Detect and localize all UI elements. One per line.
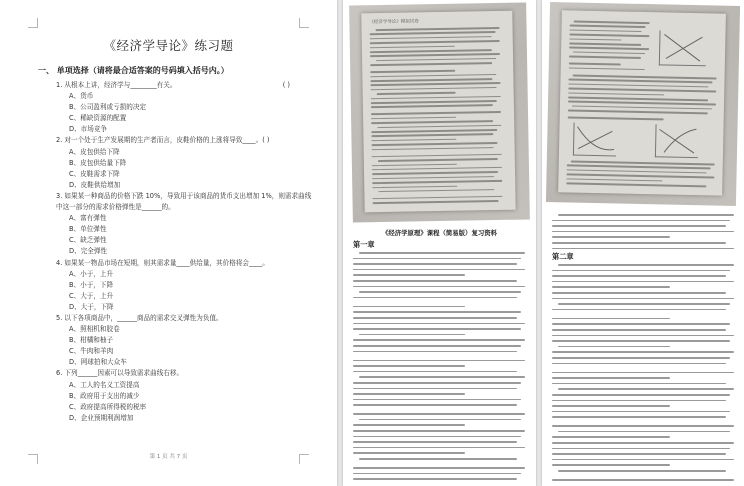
text-line xyxy=(569,63,621,66)
page-footer: 第 1 页 共 7 页 xyxy=(149,454,188,460)
text-line xyxy=(371,129,497,133)
exam-photo xyxy=(546,2,740,206)
text-line xyxy=(552,286,670,288)
text-line xyxy=(558,388,734,390)
text-line xyxy=(370,49,492,53)
answer-option: C、牛肉和羊肉 xyxy=(69,347,114,356)
text-line xyxy=(353,311,521,313)
text-line xyxy=(372,167,502,171)
text-line xyxy=(371,120,493,124)
text-line xyxy=(359,252,525,254)
text-line xyxy=(353,286,525,288)
text-line xyxy=(353,297,517,299)
answer-option: C、政府提高所得税的税率 xyxy=(69,402,147,411)
question-stem: 3. 如果某一种商品的价格下跌 10%，导致用于该商品的货币支出增加 1%，则需求曲线 中这一部分的需求价格弹性是______的。 xyxy=(56,191,312,212)
text-line xyxy=(371,111,501,115)
answer-option: A、富有弹性 xyxy=(69,214,107,223)
text-line xyxy=(353,404,517,406)
document-page-3 xyxy=(542,0,744,486)
text-line xyxy=(552,281,734,283)
text-line xyxy=(567,169,707,173)
text-line xyxy=(572,105,712,109)
text-line xyxy=(552,357,730,359)
text-line xyxy=(370,62,492,66)
text-line xyxy=(353,328,521,330)
text-line xyxy=(353,274,465,276)
text-line xyxy=(370,45,455,48)
text-line xyxy=(353,424,465,426)
text-line xyxy=(568,92,664,96)
text-line xyxy=(370,74,496,78)
text-line xyxy=(552,292,726,294)
question-text xyxy=(56,191,316,213)
text-line xyxy=(359,334,465,336)
text-line xyxy=(353,399,521,401)
text-line xyxy=(353,413,525,415)
text-line xyxy=(552,236,670,238)
text-line xyxy=(573,51,645,54)
answer-option: C、皮鞋需求下降 xyxy=(69,169,120,178)
text-line xyxy=(569,56,641,59)
text-line xyxy=(568,88,716,93)
text-line xyxy=(568,96,708,100)
answer-option: D、完全弹性 xyxy=(69,247,108,256)
section-heading: 一、 单项选择（请将最合适答案的号码填入括号内。） xyxy=(38,66,229,75)
graph-sketch xyxy=(659,30,707,66)
answer-option: B、政府用于支出的减少 xyxy=(69,391,140,400)
text-line xyxy=(570,25,646,28)
page-title: 《经济学导论》练习题 xyxy=(103,38,234,53)
text-line xyxy=(373,200,499,204)
text-line xyxy=(568,79,712,84)
text-line xyxy=(570,29,642,32)
answer-bracket: ( ) xyxy=(282,81,290,89)
answer-option: A、小于，上升 xyxy=(69,269,114,278)
text-line xyxy=(552,383,726,385)
text-line xyxy=(353,371,517,373)
text-line xyxy=(574,21,650,24)
question-text xyxy=(56,135,316,146)
text-line xyxy=(552,248,734,250)
question-stem: 5. 以下各项商品中，______商品的需求交叉弹性为负值。 xyxy=(56,313,223,322)
question-stem: 6. 下列______因素可以导致需求曲线右移。 xyxy=(56,369,184,378)
review-title: 《经济学原理》课程（简易版）复习资料 xyxy=(381,229,498,237)
document-page-1 xyxy=(0,0,337,486)
text-line xyxy=(372,171,498,175)
text-line xyxy=(376,27,500,31)
text-line xyxy=(353,339,525,341)
text-line xyxy=(552,220,730,222)
text-line xyxy=(552,464,670,466)
text-line xyxy=(566,174,714,179)
question-list xyxy=(56,80,316,424)
text-line xyxy=(353,441,517,443)
text-line xyxy=(552,411,730,413)
text-line xyxy=(359,291,521,293)
text-line xyxy=(552,231,734,233)
text-line xyxy=(372,163,457,166)
text-line xyxy=(377,125,501,129)
text-line xyxy=(558,346,670,348)
graph-sketch xyxy=(573,123,617,157)
chapter-heading: 第二章 xyxy=(552,252,574,261)
text-line xyxy=(552,416,726,418)
text-line xyxy=(359,458,517,460)
answer-option: D、皮鞋供给增加 xyxy=(69,180,121,189)
text-line xyxy=(552,340,730,342)
text-line xyxy=(568,101,716,106)
answer-option: A、工人的名义工资提高 xyxy=(69,380,140,389)
question-stem: 1. 从根本上讲，经济学与________有关。 xyxy=(56,81,177,89)
question-stem: 4. 如果某一物品市场在短期，则其需求量____供给量，其价格将会____。 xyxy=(56,258,269,267)
text-line xyxy=(558,431,730,433)
text-line xyxy=(552,394,730,396)
text-line xyxy=(353,306,465,308)
text-line xyxy=(376,58,496,62)
answer-option: B、柑橘和柚子 xyxy=(69,336,114,345)
text-line xyxy=(353,345,521,347)
text-line xyxy=(552,448,730,450)
text-line xyxy=(569,42,641,45)
text-line xyxy=(552,377,670,379)
text-line xyxy=(571,161,715,166)
text-line xyxy=(552,453,726,455)
answer-option: A、皮包供给下降 xyxy=(69,147,120,156)
text-line xyxy=(353,280,517,282)
answer-option: D、网球拍和大众车 xyxy=(69,358,127,367)
text-line xyxy=(353,360,525,362)
text-line xyxy=(552,400,726,402)
text-line xyxy=(353,388,517,390)
answer-option: C、缺乏弹性 xyxy=(69,236,107,245)
graph-sketch xyxy=(655,124,699,158)
text-line xyxy=(569,47,649,50)
text-line xyxy=(552,459,734,461)
text-line xyxy=(377,92,456,95)
text-line xyxy=(371,105,493,109)
text-line xyxy=(569,34,649,37)
text-line xyxy=(371,87,497,91)
text-line xyxy=(353,452,465,454)
text-line xyxy=(552,425,734,427)
crop-mark xyxy=(299,18,309,28)
answer-option: D、大于，下降 xyxy=(69,302,114,311)
text-line xyxy=(370,78,492,82)
text-line xyxy=(552,372,734,374)
text-line xyxy=(552,479,734,481)
crop-mark xyxy=(28,18,38,28)
text-line xyxy=(370,31,496,35)
text-line xyxy=(372,180,502,184)
exam-photo xyxy=(349,2,530,222)
text-line xyxy=(353,365,465,367)
text-line xyxy=(371,100,497,104)
text-line xyxy=(552,351,734,353)
text-line xyxy=(552,442,734,444)
text-line xyxy=(353,447,525,449)
text-line xyxy=(370,70,455,73)
text-line xyxy=(353,351,517,353)
text-line xyxy=(566,182,706,186)
text-line xyxy=(353,436,521,438)
text-line xyxy=(568,110,708,114)
text-line xyxy=(372,142,498,146)
photographed-paper xyxy=(558,10,726,195)
text-line xyxy=(372,185,457,188)
answer-option: C、大于，上升 xyxy=(69,291,114,300)
question-text xyxy=(56,368,316,379)
photographed-paper xyxy=(361,11,515,213)
photo-heading: 《经济学导论》模拟试卷 xyxy=(369,19,419,26)
text-line xyxy=(353,258,521,260)
text-line xyxy=(371,82,501,86)
text-line xyxy=(568,117,664,121)
text-line xyxy=(552,242,726,244)
text-line xyxy=(378,189,494,193)
text-line xyxy=(372,154,502,158)
text-line xyxy=(353,467,525,469)
text-line xyxy=(370,36,492,40)
text-line xyxy=(552,335,734,337)
text-line xyxy=(552,225,726,227)
text-line xyxy=(552,329,726,331)
text-line xyxy=(353,473,521,475)
question-text xyxy=(56,313,316,324)
answer-option: D、市场竞争 xyxy=(69,125,108,134)
text-line xyxy=(370,53,500,57)
answer-option: A、照相机和胶卷 xyxy=(69,325,120,334)
text-line xyxy=(371,134,493,138)
answer-option: B、小于，下降 xyxy=(69,280,114,289)
text-line xyxy=(370,40,500,44)
chapter-heading: 第一章 xyxy=(353,240,375,249)
text-line xyxy=(552,363,726,365)
text-line xyxy=(353,317,517,319)
text-line xyxy=(573,75,717,80)
answer-option: B、皮包供给量下降 xyxy=(69,158,127,167)
text-line xyxy=(371,96,501,100)
text-line xyxy=(359,419,521,421)
text-line xyxy=(372,196,502,200)
text-line xyxy=(353,430,525,432)
document-page-2 xyxy=(343,0,536,486)
text-line xyxy=(371,117,456,120)
text-line xyxy=(378,158,498,162)
text-line xyxy=(552,436,670,438)
text-line xyxy=(552,405,670,407)
answer-option: B、公司盈利或亏损的决定 xyxy=(69,103,147,112)
text-line xyxy=(353,393,465,395)
text-line xyxy=(558,214,734,216)
text-line xyxy=(372,147,494,151)
text-line xyxy=(558,303,730,305)
text-line xyxy=(353,269,525,271)
answer-option: D、企业预期利润增加 xyxy=(69,413,134,422)
text-line xyxy=(353,323,525,325)
answer-option: A、货币 xyxy=(69,92,94,101)
text-line xyxy=(552,298,734,300)
text-line xyxy=(568,83,708,87)
text-line xyxy=(566,178,662,182)
question-text xyxy=(56,258,316,269)
text-line xyxy=(353,478,517,480)
text-line xyxy=(552,275,726,277)
text-line xyxy=(552,318,670,320)
text-line xyxy=(353,382,521,384)
text-line xyxy=(371,139,456,142)
text-line xyxy=(353,263,517,265)
text-line xyxy=(558,470,726,472)
text-line xyxy=(552,270,730,272)
text-line xyxy=(372,176,494,180)
text-line xyxy=(552,309,726,311)
question-stem: 2. 对一个处于生产发展期的生产者而言，皮鞋价格的上涨将导致____。( ) xyxy=(56,136,270,145)
text-line xyxy=(558,264,734,266)
answer-option: C、稀缺资源的配置 xyxy=(69,114,127,123)
question-text xyxy=(56,80,316,91)
text-line xyxy=(552,323,730,325)
answer-option: B、单位弹性 xyxy=(69,225,107,234)
text-line xyxy=(359,376,525,378)
text-line xyxy=(567,165,711,170)
text-line xyxy=(569,38,621,41)
text-line xyxy=(569,67,645,70)
